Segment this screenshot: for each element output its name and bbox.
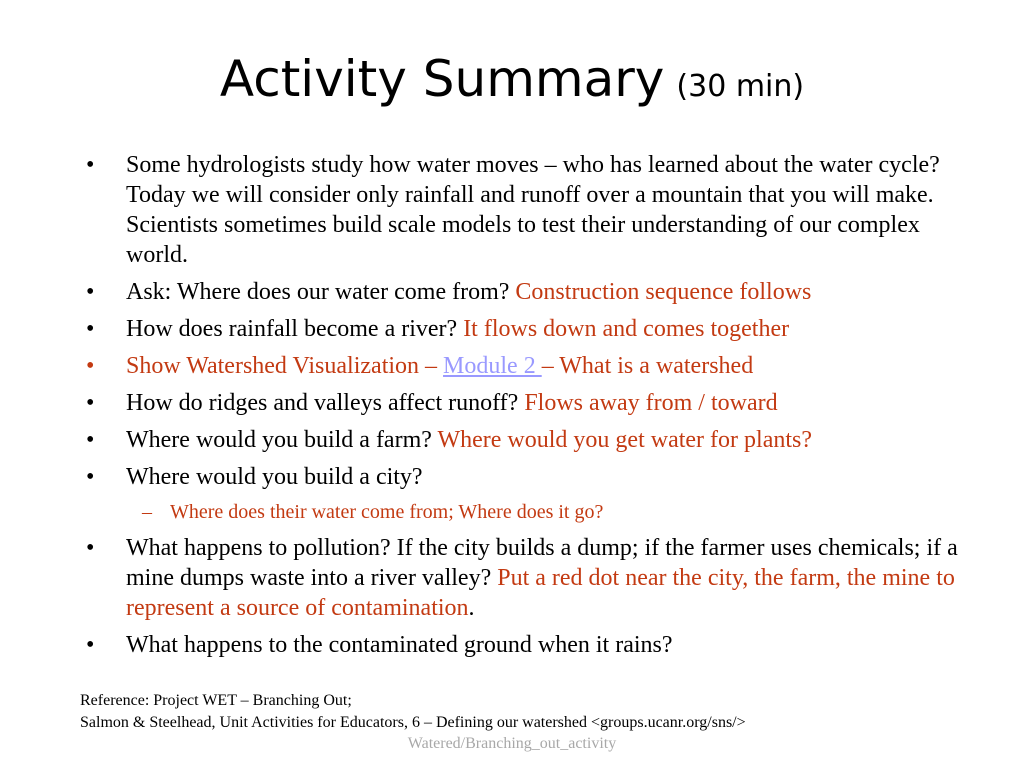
bullet-text: How do ridges and valleys affect runoff? [126, 390, 525, 416]
bullet-highlight: It flows down and comes together [463, 316, 790, 342]
bullet-item [86, 462, 966, 492]
bullet-glyph: • [86, 316, 95, 342]
bullet-text: What happens to pollution? If the city builds a dump; if the farmer uses chemicals; if a mine dumps waste into a river valley? [126, 535, 958, 591]
bullet-item [86, 351, 966, 381]
bullet-highlight: Construction sequence follows [515, 279, 812, 305]
sub-bullet-glyph: – [142, 501, 152, 523]
slide-title [0, 50, 1024, 108]
sub-bullet-text: Where does their water come from; Where does it go? [170, 501, 604, 523]
bullet-text-after: – What is a watershed [541, 353, 754, 379]
bullet-item [86, 277, 966, 307]
bullet-highlight: Flows away from / toward [524, 390, 778, 416]
bullet-text: Show Watershed Visualization – [126, 353, 444, 379]
bullet-item [86, 314, 966, 344]
bullet-text: How does rainfall become a river? [126, 316, 464, 342]
bullet-text-after: . [468, 595, 475, 621]
footer-url: Watered/Branching_out_activity [407, 735, 617, 752]
bullet-list [86, 150, 966, 667]
bullet-item [86, 533, 966, 623]
bullet-glyph: • [86, 279, 95, 305]
reference-note [80, 690, 746, 734]
bullet-glyph: • [86, 353, 95, 379]
bullet-text: Some hydrologists study how water moves – who has learned about the water cycle? Today we will consider only rainfall and runoff over a mountain that you will make. Scientists sometimes build scale models to test their understanding of our complex world. [126, 152, 940, 268]
bullet-glyph: • [86, 464, 95, 490]
reference-line-2: Salmon & Steelhead, Unit Activities for Educators, 6 – Defining our watershed <groups.ucanr.org/sns/> [80, 714, 746, 731]
bullet-item [86, 150, 966, 270]
bullet-item [86, 630, 966, 660]
bullet-glyph: • [86, 632, 95, 658]
title-duration: (30 min) [676, 69, 805, 104]
bullet-glyph: • [86, 535, 95, 561]
bullet-glyph: • [86, 427, 95, 453]
bullet-item [86, 388, 966, 418]
bullet-highlight: Put a red dot near the city, the farm, the mine to represent a source of contamination [126, 565, 955, 621]
bullet-highlight: Where would you get water for plants? [437, 427, 812, 453]
bullet-item [86, 425, 966, 455]
sub-bullet-item [86, 499, 966, 525]
reference-line-1: Reference: Project WET – Branching Out; [80, 692, 352, 709]
bullet-glyph: • [86, 390, 95, 416]
bullet-text: Where would you build a farm? [126, 427, 438, 453]
bullet-text: What happens to the contaminated ground when it rains? [126, 632, 673, 658]
bullet-text: Where would you build a city? [126, 464, 423, 490]
title-main: Activity Summary [219, 50, 665, 108]
module-2-link[interactable]: Module 2 [443, 353, 542, 379]
bullet-text: Ask: Where does our water come from? [126, 279, 516, 305]
bullet-glyph: • [86, 152, 95, 178]
